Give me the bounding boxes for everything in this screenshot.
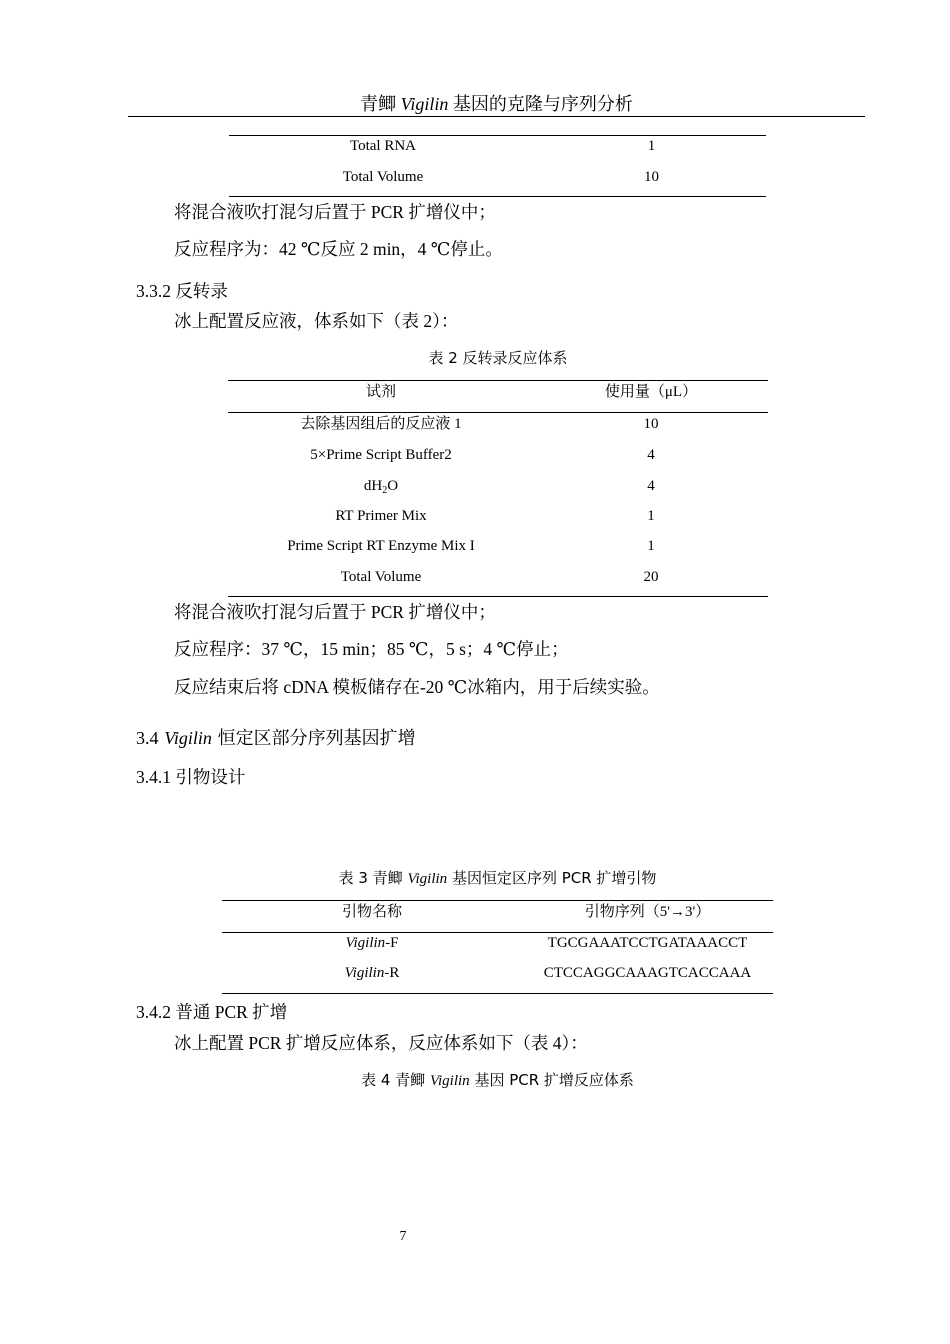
- paragraph-line: 反应结束后将 cDNA 模板储存在-20 ℃冰箱内，用于后续实验。: [174, 677, 660, 697]
- table2-header-rule: [228, 412, 768, 413]
- table1-row-name: Total RNA: [349, 138, 417, 154]
- header-gene: Vigilin: [400, 94, 449, 114]
- table2-bottom-rule: [228, 596, 768, 597]
- caption-part: 基因恒定区序列 PCR 扩增引物: [451, 869, 657, 887]
- section-heading-3-4: [136, 726, 416, 751]
- section-number: 3.4: [136, 728, 159, 748]
- header-suffix: 基因的克隆与序列分析: [452, 94, 633, 114]
- table3-caption: [222, 868, 773, 889]
- table2-row-name: 去除基因组后的反应液 1: [300, 416, 462, 432]
- table4-caption: [222, 1070, 773, 1091]
- table1-row-value: 10: [644, 169, 659, 185]
- table2-row-value: 20: [643, 569, 659, 585]
- section-heading-3-4-1: 3.4.1 引物设计: [136, 767, 246, 787]
- caption-part: 基因 PCR 扩增反应体系: [474, 1071, 634, 1089]
- paragraph-line: 冰上配置反应液，体系如下（表 2）：: [174, 311, 459, 331]
- paragraph-line: 反应程序：37 ℃，15 min；85 ℃，5 s；4 ℃停止；: [174, 639, 569, 659]
- table2-row-name: RT Primer Mix: [335, 508, 427, 524]
- table2-top-rule: [228, 380, 768, 381]
- caption-gene: Vigilin: [407, 871, 448, 887]
- table1-row-value: 1: [647, 138, 656, 154]
- table2-row-name: Prime Script RT Enzyme Mix I: [287, 538, 475, 554]
- section-gene: Vigilin: [164, 728, 212, 748]
- header-prefix: 青鲫: [360, 94, 397, 114]
- table3-row-seq: TGCGAAATCCTGATAAACCT: [547, 935, 748, 951]
- table2-row-name: 5×Prime Script Buffer2: [310, 447, 452, 463]
- table2-row-name: Total Volume: [340, 569, 422, 585]
- table2-header-reagent: 试剂: [365, 384, 396, 400]
- primer-suffix: -R: [384, 965, 400, 981]
- header-rule: [128, 116, 865, 117]
- paragraph-line: 将混合液吹打混匀后置于 PCR 扩增仪中；: [174, 202, 496, 222]
- section-title-rest: 恒定区部分序列基因扩增: [217, 728, 416, 749]
- paragraph-line: 反应程序为：42 ℃反应 2 min，4 ℃停止。: [174, 239, 503, 259]
- table3-header-seq: 引物序列（5'→3'）: [584, 904, 711, 920]
- table2-row-name: [228, 476, 534, 496]
- table2-row-value: 10: [643, 416, 659, 432]
- table3-header-name: 引物名称: [341, 904, 402, 920]
- running-header: [128, 92, 865, 116]
- table2-header-amount: 使用量（μL）: [604, 384, 698, 400]
- table2-row-value: 4: [647, 447, 655, 463]
- table3-row-name: [222, 933, 522, 953]
- dh2o-part: dH: [363, 478, 383, 494]
- paragraph-line: 将混合液吹打混匀后置于 PCR 扩增仪中；: [174, 602, 496, 622]
- section-heading-3-3-2: 3.3.2 反转录: [136, 281, 228, 301]
- table2-caption: 表 2 反转录反应体系: [428, 349, 568, 367]
- table1-row-name: Total Volume: [342, 169, 424, 185]
- table2-row-value: 1: [647, 508, 655, 524]
- primer-gene: Vigilin: [344, 965, 385, 981]
- section-heading-3-4-2: 3.4.2 普通 PCR 扩增: [136, 1002, 288, 1022]
- table3-row-seq: CTCCAGGCAAAGTCACCAAA: [543, 965, 752, 981]
- primer-gene: Vigilin: [345, 935, 386, 951]
- caption-part: 表 4 青鲫: [361, 1071, 426, 1089]
- caption-gene: Vigilin: [429, 1073, 470, 1089]
- dh2o-subscript: 2: [382, 485, 388, 496]
- caption-part: 表 3 青鲫: [338, 869, 403, 887]
- table1-bottom-rule: [229, 196, 766, 197]
- table3-top-rule: [222, 900, 773, 901]
- table3-bottom-rule: [222, 993, 773, 994]
- page-number: 7: [399, 1229, 407, 1244]
- dh2o-part: O: [387, 478, 399, 494]
- table3-row-name: [222, 963, 522, 983]
- table2-row-value: 4: [647, 478, 655, 494]
- paragraph-line: 冰上配置 PCR 扩增反应体系，反应体系如下（表 4）：: [174, 1033, 588, 1053]
- table2-row-value: 1: [647, 538, 655, 554]
- primer-suffix: -F: [385, 935, 399, 951]
